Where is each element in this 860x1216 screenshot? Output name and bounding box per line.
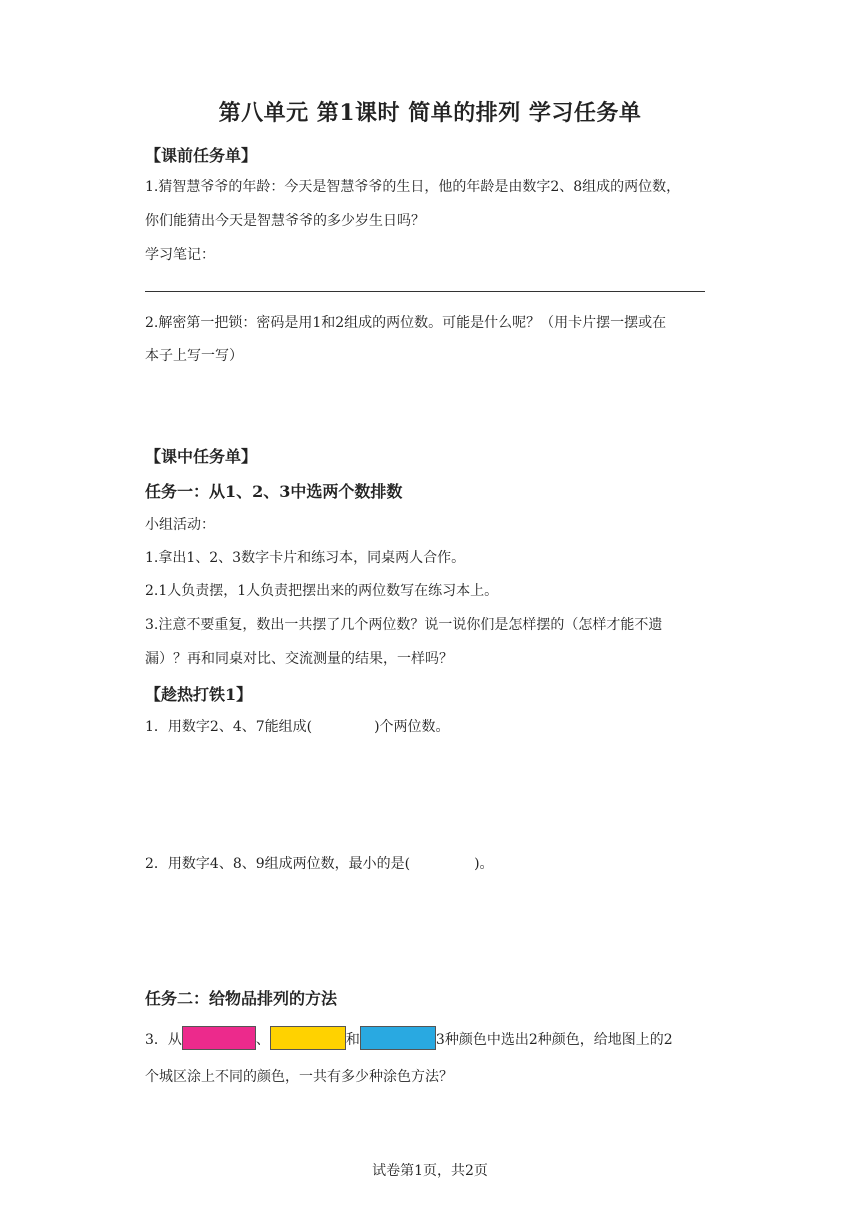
- question-2-line-1: 2.解密第一把锁：密码是用1和2组成的两位数。可能是什么呢？（用卡片摆一摆或在: [145, 315, 667, 331]
- question-2-line-2: 本子上写一写）: [145, 348, 243, 364]
- activity-step-3-line-1: 3.注意不要重复，数出一共摆了几个两位数？说一说你们是怎样摆的（怎样才能不遗: [145, 617, 663, 633]
- separator-2: 和: [345, 1032, 360, 1048]
- exercise-1-text-a: 1．用数字2、4、7能组成(: [145, 719, 313, 735]
- question-1-line-1: 1.猜智慧爷爷的年龄：今天是智慧爷爷的生日，他的年龄是由数字2、8组成的两位数，: [145, 179, 681, 195]
- question-1-line-2: 你们能猜出今天是智慧爷爷的多少岁生日吗？: [145, 213, 425, 229]
- notes-label: 学习笔记：: [145, 247, 215, 263]
- blue-color-swatch: [360, 1026, 436, 1050]
- question-3-line-1: [145, 1026, 673, 1050]
- notes-answer-line: [145, 291, 705, 292]
- group-activity-label: 小组活动：: [145, 517, 215, 533]
- separator-1: 、: [255, 1032, 270, 1048]
- question-3-suffix: 3种颜色中选出2种颜色，给地图上的2: [435, 1032, 673, 1048]
- page-title: 第八单元 第1课时 简单的排列 学习任务单: [218, 100, 642, 126]
- page-footer: 试卷第1页，共2页: [372, 1163, 488, 1179]
- exercise-1-text-b: )个两位数。: [374, 719, 450, 735]
- exercise-2: [145, 853, 494, 873]
- exercise-2-text-b: )。: [474, 856, 494, 872]
- task-2-heading: 任务二：给物品排列的方法: [145, 989, 338, 1008]
- yellow-color-swatch: [270, 1026, 346, 1050]
- practice-heading: 【趁热打铁1】: [145, 685, 253, 704]
- activity-step-3-line-2: 漏）？再和同桌对比、交流测量的结果，一样吗？: [145, 651, 453, 667]
- exercise-1: [145, 716, 450, 736]
- activity-step-1: 1.拿出1、2、3数字卡片和练习本，同桌两人合作。: [145, 550, 466, 566]
- task-1-heading: 任务一：从1、2、3中选两个数排数: [145, 482, 403, 501]
- exercise-2-text-a: 2．用数字4、8、9组成两位数，最小的是(: [145, 856, 411, 872]
- in-class-heading: 【课中任务单】: [145, 447, 258, 466]
- magenta-color-swatch: [182, 1026, 256, 1050]
- question-3-prefix: 3．从: [145, 1032, 182, 1048]
- question-3-line-2: 个城区涂上不同的颜色，一共有多少种涂色方法？: [145, 1069, 453, 1085]
- activity-step-2: 2.1人负责摆，1人负责把摆出来的两位数写在练习本上。: [145, 583, 499, 599]
- pre-class-heading: 【课前任务单】: [145, 146, 258, 165]
